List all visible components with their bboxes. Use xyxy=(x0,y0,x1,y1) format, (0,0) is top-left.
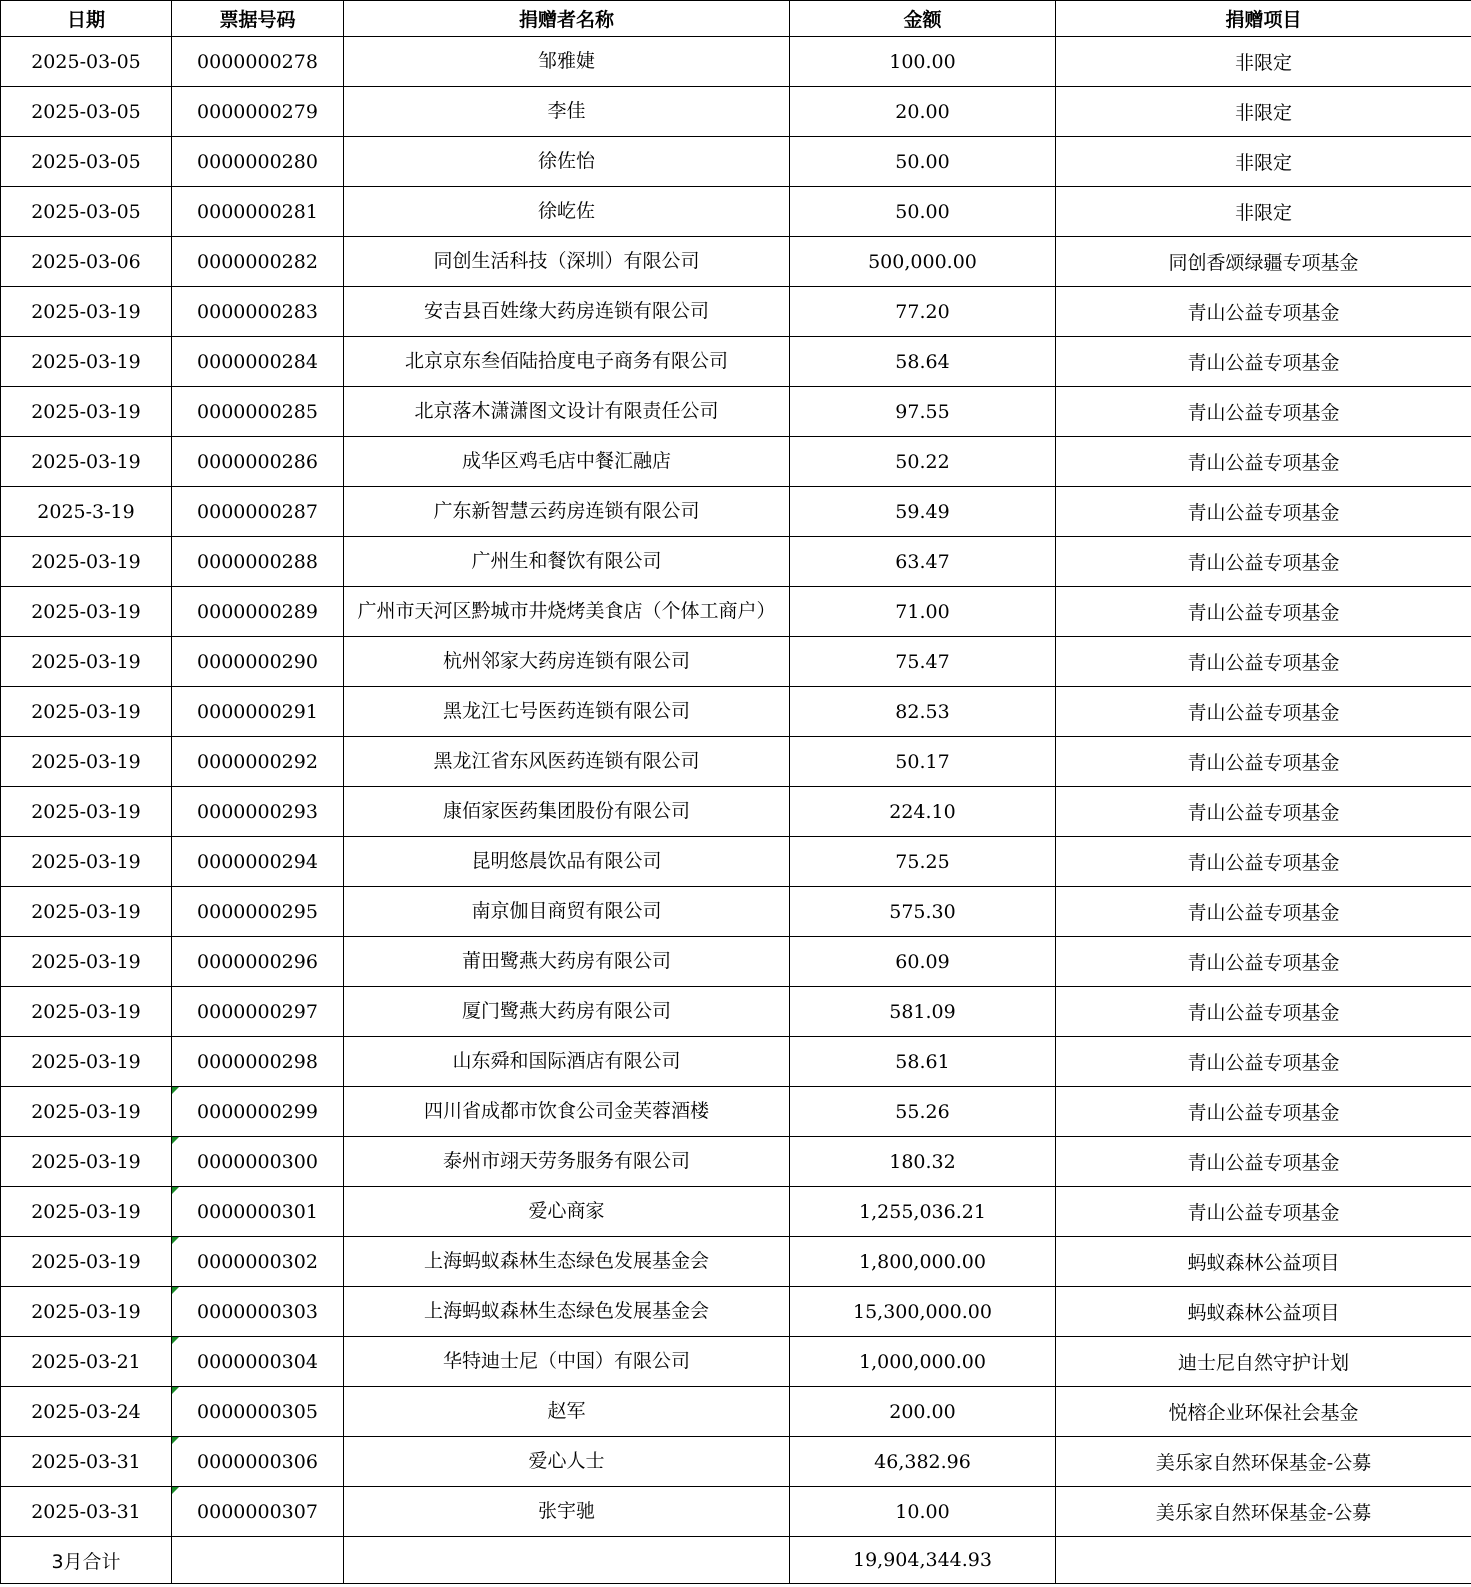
donor-cell: 华特迪士尼（中国）有限公司 xyxy=(344,1337,790,1387)
header-receipt-no: 票据号码 xyxy=(172,1,344,37)
project-cell: 非限定 xyxy=(1056,187,1471,237)
project-cell: 美乐家自然环保基金-公募 xyxy=(1056,1487,1471,1537)
table-row xyxy=(1,137,1471,187)
date-cell: 2025-03-19 xyxy=(1,337,172,387)
date-cell: 2025-03-19 xyxy=(1,637,172,687)
donor-cell: 徐佐怡 xyxy=(344,137,790,187)
receipt-no-cell: 0000000298 xyxy=(172,1037,344,1087)
project-cell: 青山公益专项基金 xyxy=(1056,287,1471,337)
table-row xyxy=(1,1287,1471,1337)
amount-cell: 59.49 xyxy=(790,487,1056,537)
table-row xyxy=(1,1337,1471,1387)
amount-cell: 224.10 xyxy=(790,787,1056,837)
donor-cell: 广州生和餐饮有限公司 xyxy=(344,537,790,587)
date-cell: 2025-03-19 xyxy=(1,1287,172,1337)
table-row xyxy=(1,837,1471,887)
receipt-no-cell: 0000000303 xyxy=(172,1287,344,1337)
date-cell: 2025-03-19 xyxy=(1,1237,172,1287)
donor-cell: 莆田鹭燕大药房有限公司 xyxy=(344,937,790,987)
project-cell: 美乐家自然环保基金-公募 xyxy=(1056,1437,1471,1487)
date-cell: 2025-03-05 xyxy=(1,137,172,187)
receipt-no-cell: 0000000296 xyxy=(172,937,344,987)
amount-cell: 50.17 xyxy=(790,737,1056,787)
date-cell: 2025-03-24 xyxy=(1,1387,172,1437)
receipt-no-cell: 0000000302 xyxy=(172,1237,344,1287)
header-project: 捐赠项目 xyxy=(1056,1,1471,37)
total-row xyxy=(1,1537,1471,1584)
table-row xyxy=(1,1387,1471,1437)
amount-cell: 63.47 xyxy=(790,537,1056,587)
table-row xyxy=(1,987,1471,1037)
amount-cell: 1,000,000.00 xyxy=(790,1337,1056,1387)
date-cell: 2025-03-05 xyxy=(1,37,172,87)
table-row xyxy=(1,37,1471,87)
date-cell: 2025-03-05 xyxy=(1,187,172,237)
receipt-no-cell: 0000000281 xyxy=(172,187,344,237)
date-cell: 2025-03-19 xyxy=(1,437,172,487)
table-row xyxy=(1,237,1471,287)
table-row xyxy=(1,387,1471,437)
receipt-no-cell: 0000000306 xyxy=(172,1437,344,1487)
project-cell: 迪士尼自然守护计划 xyxy=(1056,1337,1471,1387)
donor-cell: 赵军 xyxy=(344,1387,790,1437)
header-row xyxy=(1,1,1471,37)
table-row xyxy=(1,537,1471,587)
donor-cell: 李佳 xyxy=(344,87,790,137)
donor-cell: 泰州市翊天劳务服务有限公司 xyxy=(344,1137,790,1187)
receipt-no-cell: 0000000288 xyxy=(172,537,344,587)
date-cell: 2025-03-19 xyxy=(1,537,172,587)
project-cell: 非限定 xyxy=(1056,37,1471,87)
donor-cell: 北京京东叁佰陆拾度电子商务有限公司 xyxy=(344,337,790,387)
amount-cell: 581.09 xyxy=(790,987,1056,1037)
project-cell: 同创香颂绿疆专项基金 xyxy=(1056,237,1471,287)
receipt-no-cell: 0000000287 xyxy=(172,487,344,537)
table-row xyxy=(1,1187,1471,1237)
project-cell: 青山公益专项基金 xyxy=(1056,887,1471,937)
amount-cell: 10.00 xyxy=(790,1487,1056,1537)
donor-cell: 安吉县百姓缘大药房连锁有限公司 xyxy=(344,287,790,337)
amount-cell: 60.09 xyxy=(790,937,1056,987)
header-amount: 金额 xyxy=(790,1,1056,37)
table-row xyxy=(1,687,1471,737)
amount-cell: 100.00 xyxy=(790,37,1056,87)
donor-cell: 广东新智慧云药房连锁有限公司 xyxy=(344,487,790,537)
table-row xyxy=(1,1087,1471,1137)
project-cell: 悦榕企业环保社会基金 xyxy=(1056,1387,1471,1437)
receipt-no-cell: 0000000299 xyxy=(172,1087,344,1137)
receipt-no-cell: 0000000300 xyxy=(172,1137,344,1187)
donor-cell: 黑龙江七号医药连锁有限公司 xyxy=(344,687,790,737)
donor-cell: 爱心人士 xyxy=(344,1437,790,1487)
donor-cell: 上海蚂蚁森林生态绿色发展基金会 xyxy=(344,1287,790,1337)
project-cell: 蚂蚁森林公益项目 xyxy=(1056,1237,1471,1287)
amount-cell: 500,000.00 xyxy=(790,237,1056,287)
donor-cell: 徐屹佐 xyxy=(344,187,790,237)
table-row xyxy=(1,1437,1471,1487)
project-cell: 青山公益专项基金 xyxy=(1056,737,1471,787)
table-row xyxy=(1,737,1471,787)
receipt-no-cell: 0000000286 xyxy=(172,437,344,487)
table-row xyxy=(1,1237,1471,1287)
table-row xyxy=(1,187,1471,237)
date-cell: 2025-03-19 xyxy=(1,887,172,937)
donor-cell: 上海蚂蚁森林生态绿色发展基金会 xyxy=(344,1237,790,1287)
receipt-no-cell: 0000000289 xyxy=(172,587,344,637)
table-row xyxy=(1,587,1471,637)
project-cell: 青山公益专项基金 xyxy=(1056,687,1471,737)
project-cell: 非限定 xyxy=(1056,137,1471,187)
donor-cell: 成华区鸡毛店中餐汇融店 xyxy=(344,437,790,487)
table-row xyxy=(1,487,1471,537)
table-body xyxy=(1,37,1471,1537)
amount-cell: 1,800,000.00 xyxy=(790,1237,1056,1287)
amount-cell: 180.32 xyxy=(790,1137,1056,1187)
project-cell: 青山公益专项基金 xyxy=(1056,1087,1471,1137)
date-cell: 2025-03-19 xyxy=(1,737,172,787)
amount-cell: 58.61 xyxy=(790,1037,1056,1087)
total-empty-cell xyxy=(172,1537,344,1584)
receipt-no-cell: 0000000279 xyxy=(172,87,344,137)
amount-cell: 50.00 xyxy=(790,187,1056,237)
donor-cell: 南京伽目商贸有限公司 xyxy=(344,887,790,937)
amount-cell: 58.64 xyxy=(790,337,1056,387)
table-row xyxy=(1,1037,1471,1087)
receipt-no-cell: 0000000283 xyxy=(172,287,344,337)
table-row xyxy=(1,337,1471,387)
date-cell: 2025-03-21 xyxy=(1,1337,172,1387)
date-cell: 2025-03-06 xyxy=(1,237,172,287)
donor-cell: 同创生活科技（深圳）有限公司 xyxy=(344,237,790,287)
project-cell: 青山公益专项基金 xyxy=(1056,937,1471,987)
date-cell: 2025-03-19 xyxy=(1,387,172,437)
total-empty-cell xyxy=(344,1537,790,1584)
date-cell: 2025-03-19 xyxy=(1,1037,172,1087)
project-cell: 青山公益专项基金 xyxy=(1056,987,1471,1037)
amount-cell: 50.00 xyxy=(790,137,1056,187)
date-cell: 2025-03-19 xyxy=(1,1187,172,1237)
amount-cell: 97.55 xyxy=(790,387,1056,437)
header-donor: 捐赠者名称 xyxy=(344,1,790,37)
project-cell: 青山公益专项基金 xyxy=(1056,1187,1471,1237)
donor-cell: 爱心商家 xyxy=(344,1187,790,1237)
amount-cell: 75.47 xyxy=(790,637,1056,687)
date-cell: 2025-03-19 xyxy=(1,937,172,987)
table-row xyxy=(1,787,1471,837)
date-cell: 2025-03-19 xyxy=(1,987,172,1037)
donor-cell: 北京落木潇潇图文设计有限责任公司 xyxy=(344,387,790,437)
project-cell: 青山公益专项基金 xyxy=(1056,1037,1471,1087)
project-cell: 青山公益专项基金 xyxy=(1056,1137,1471,1187)
amount-cell: 55.26 xyxy=(790,1087,1056,1137)
table-row xyxy=(1,1487,1471,1537)
header-date: 日期 xyxy=(1,1,172,37)
amount-cell: 82.53 xyxy=(790,687,1056,737)
date-cell: 2025-03-19 xyxy=(1,1137,172,1187)
table-row xyxy=(1,87,1471,137)
project-cell: 青山公益专项基金 xyxy=(1056,537,1471,587)
amount-cell: 77.20 xyxy=(790,287,1056,337)
total-amount: 19,904,344.93 xyxy=(790,1537,1056,1584)
date-cell: 2025-03-19 xyxy=(1,287,172,337)
receipt-no-cell: 0000000304 xyxy=(172,1337,344,1387)
date-cell: 2025-03-19 xyxy=(1,587,172,637)
project-cell: 青山公益专项基金 xyxy=(1056,337,1471,387)
date-cell: 2025-3-19 xyxy=(1,487,172,537)
total-label: 3月合计 xyxy=(1,1537,172,1584)
table-row xyxy=(1,637,1471,687)
amount-cell: 200.00 xyxy=(790,1387,1056,1437)
project-cell: 蚂蚁森林公益项目 xyxy=(1056,1287,1471,1337)
total-empty-cell xyxy=(1056,1537,1471,1584)
receipt-no-cell: 0000000282 xyxy=(172,237,344,287)
project-cell: 青山公益专项基金 xyxy=(1056,487,1471,537)
donor-cell: 邹雅婕 xyxy=(344,37,790,87)
table-row xyxy=(1,287,1471,337)
project-cell: 青山公益专项基金 xyxy=(1056,787,1471,837)
table-row xyxy=(1,1137,1471,1187)
receipt-no-cell: 0000000294 xyxy=(172,837,344,887)
donor-cell: 广州市天河区黔城市井烧烤美食店（个体工商户） xyxy=(344,587,790,637)
date-cell: 2025-03-19 xyxy=(1,1087,172,1137)
receipt-no-cell: 0000000295 xyxy=(172,887,344,937)
receipt-no-cell: 0000000284 xyxy=(172,337,344,387)
amount-cell: 1,255,036.21 xyxy=(790,1187,1056,1237)
donor-cell: 昆明悠晨饮品有限公司 xyxy=(344,837,790,887)
receipt-no-cell: 0000000291 xyxy=(172,687,344,737)
project-cell: 青山公益专项基金 xyxy=(1056,587,1471,637)
receipt-no-cell: 0000000278 xyxy=(172,37,344,87)
amount-cell: 46,382.96 xyxy=(790,1437,1056,1487)
project-cell: 青山公益专项基金 xyxy=(1056,637,1471,687)
project-cell: 青山公益专项基金 xyxy=(1056,437,1471,487)
project-cell: 非限定 xyxy=(1056,87,1471,137)
project-cell: 青山公益专项基金 xyxy=(1056,837,1471,887)
receipt-no-cell: 0000000290 xyxy=(172,637,344,687)
receipt-no-cell: 0000000293 xyxy=(172,787,344,837)
receipt-no-cell: 0000000292 xyxy=(172,737,344,787)
project-cell: 青山公益专项基金 xyxy=(1056,387,1471,437)
receipt-no-cell: 0000000297 xyxy=(172,987,344,1037)
date-cell: 2025-03-19 xyxy=(1,837,172,887)
donor-cell: 山东舜和国际酒店有限公司 xyxy=(344,1037,790,1087)
table-row xyxy=(1,937,1471,987)
donor-cell: 张宇驰 xyxy=(344,1487,790,1537)
table-row xyxy=(1,887,1471,937)
receipt-no-cell: 0000000305 xyxy=(172,1387,344,1437)
amount-cell: 575.30 xyxy=(790,887,1056,937)
receipt-no-cell: 0000000280 xyxy=(172,137,344,187)
amount-cell: 15,300,000.00 xyxy=(790,1287,1056,1337)
date-cell: 2025-03-19 xyxy=(1,787,172,837)
amount-cell: 50.22 xyxy=(790,437,1056,487)
donor-cell: 康佰家医药集团股份有限公司 xyxy=(344,787,790,837)
receipt-no-cell: 0000000307 xyxy=(172,1487,344,1537)
date-cell: 2025-03-05 xyxy=(1,87,172,137)
date-cell: 2025-03-31 xyxy=(1,1437,172,1487)
table-row xyxy=(1,437,1471,487)
donor-cell: 四川省成都市饮食公司金芙蓉酒楼 xyxy=(344,1087,790,1137)
donor-cell: 黑龙江省东风医药连锁有限公司 xyxy=(344,737,790,787)
date-cell: 2025-03-31 xyxy=(1,1487,172,1537)
date-cell: 2025-03-19 xyxy=(1,687,172,737)
donor-cell: 厦门鹭燕大药房有限公司 xyxy=(344,987,790,1037)
amount-cell: 20.00 xyxy=(790,87,1056,137)
donor-cell: 杭州邻家大药房连锁有限公司 xyxy=(344,637,790,687)
receipt-no-cell: 0000000285 xyxy=(172,387,344,437)
amount-cell: 75.25 xyxy=(790,837,1056,887)
receipt-no-cell: 0000000301 xyxy=(172,1187,344,1237)
amount-cell: 71.00 xyxy=(790,587,1056,637)
